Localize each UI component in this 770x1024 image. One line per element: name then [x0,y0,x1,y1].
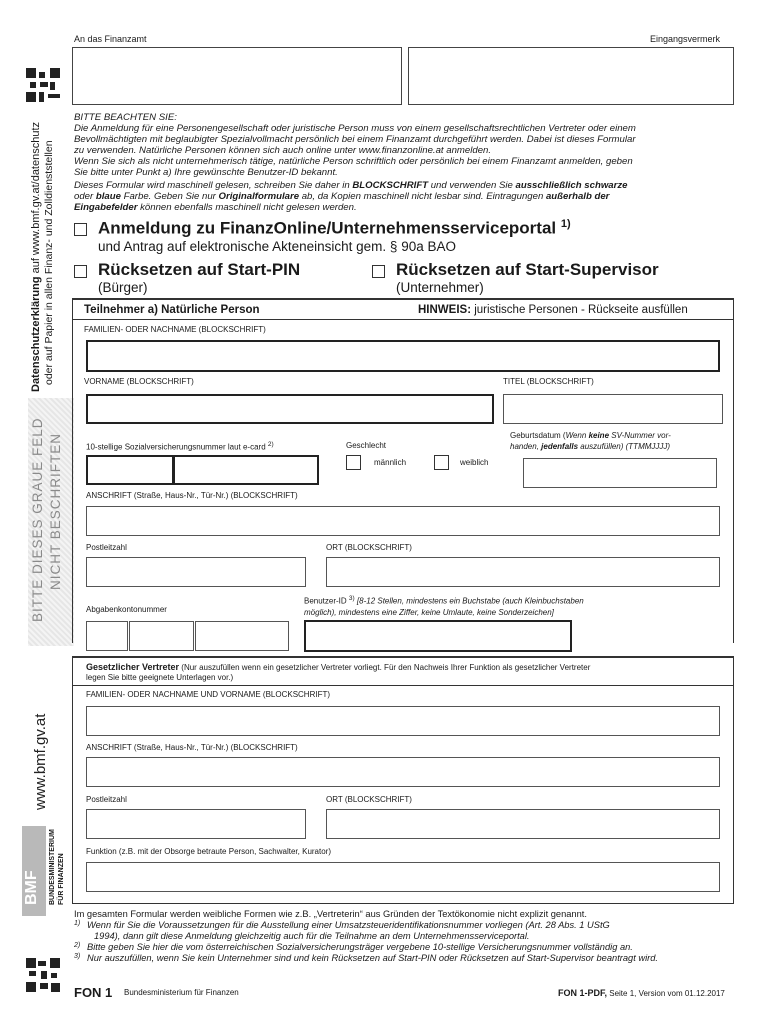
bmf-logo-text: BMF [23,870,40,905]
eingangsvermerk-field [408,47,734,105]
geburtsdatum-label: Geburtsdatum (Wenn keine SV-Nummer vor- handen, jedenfalls auszufüllen) (TTMMJJJJ) [510,431,671,451]
vorname-label: VORNAME (BLOCKSCHRIFT) [84,377,194,386]
notice-p1-line1: Die Anmeldung für eine Personengesellschaft oder juristische Person muss von einem gesellschaftsrechtlichen Vertreter oder einem [74,123,636,134]
notice-p1-line2: Bevollmächtigten mit beglaubigter Spezialvollmacht persönlich bei einem Finanzamt durchgeführt werden. Dabei ist dieses Formular [74,134,636,145]
notice-p2-line1: Dieses Formular wird maschinell gelesen, schreiben Sie daher in BLOCKSCHRIFT und verwenden Sie ausschließlich schwarze [74,180,628,191]
ministerium-line1: BUNDESMINISTERIUM [49,829,56,905]
notice-p1-line5: Sie bitte unter Punkt a) Ihre gewünschte Benutzer-ID bekannt. [74,167,338,178]
abgabenkonto-input-part2[interactable] [129,621,194,651]
an-das-finanzamt-label: An das Finanzamt [74,34,147,44]
vertreter-plz-input[interactable] [86,809,306,839]
finanzamt-address-field[interactable] [72,47,402,105]
titel-label: TITEL (BLOCKSCHRIFT) [503,377,594,386]
notice-block [74,112,734,213]
grey-field-line1: BITTE DIESES GRAUE FELD [30,417,45,622]
anschrift-input[interactable] [86,506,720,536]
benutzer-id-input[interactable] [304,620,572,652]
abgabenkonto-input-part3[interactable] [195,621,289,651]
footer-fon: FON 1 [74,985,113,1000]
datenschutz-note [30,122,42,392]
familienname-label: FAMILIEN- ODER NACHNAME (BLOCKSCHRIFT) [84,325,266,334]
ort-input[interactable] [326,557,720,587]
maennlich-checkbox[interactable] [346,455,361,470]
vertreter-name-label: FAMILIEN- ODER NACHNAME UND VORNAME (BLOCKSCHRIFT) [86,690,331,699]
vertreter-top-rule [72,656,734,658]
funktion-input[interactable] [86,862,720,892]
anmeldung-subtitle: und Antrag auf elektronische Akteneinsicht gem. § 90a BAO [98,239,456,254]
section-a-top-rule [72,298,734,300]
notice-title: BITTE BEACHTEN SIE: [74,112,177,123]
weiblich-checkbox[interactable] [434,455,449,470]
ort-label: ORT (BLOCKSCHRIFT) [326,543,412,552]
vorname-input[interactable] [86,394,494,424]
abgabenkonto-input-part1[interactable] [86,621,128,651]
footer-bmf: Bundesministerium für Finanzen [124,988,239,997]
section-a-right-border [733,298,734,643]
section-a-hinweis: HINWEIS: juristische Personen - Rückseite ausfüllen [418,304,688,316]
vertreter-anschrift-input[interactable] [86,757,720,787]
vertreter-bottom-rule [72,903,734,904]
section-a-title-rule [72,319,734,320]
maennlich-label: männlich [374,458,407,467]
anmeldung-checkbox[interactable] [74,223,87,236]
titel-input[interactable] [503,394,723,424]
footnote-1: 1) Wenn für Sie die Voraussetzungen für die Ausstellung einer Umsatzsteueridentifikationsnummer vorliegen (Art. 28 Abs. 1 UStG 1994), dann gilt diese Anmeldung gleichzeitig auch für die Teilnahme an dem Unternehmensserviceportal. [74,920,610,941]
funktion-label: Funktion (z.B. mit der Obsorge betraute Person, Sachwalter, Kurator) [86,847,331,856]
svnr-input-part1[interactable] [86,455,174,485]
vertreter-ort-label: ORT (BLOCKSCHRIFT) [326,795,412,804]
footnote-2: 2) Bitte geben Sie hier die vom österreichischen Sozialversicherungsträger vergebene 10-stellige Versicherungsnummer vollständig an. [74,942,633,952]
footnotes [74,909,738,964]
startpin-subtitle: (Bürger) [98,280,148,295]
plz-label: Postleitzahl [86,543,127,552]
supervisor-title: Rücksetzen auf Start-Supervisor [396,260,659,279]
anschrift-label: ANSCHRIFT (Straße, Haus-Nr., Tür-Nr.) (BLOCKSCHRIFT) [86,491,298,500]
vertreter-title: Gesetzlicher Vertreter (Nur auszufüllen wenn ein gesetzlicher Vertreter vorliegt. Für den Nachweis Ihrer Funktion als gesetzlicher Vertreter legen Sie bitte geeignete Unterlagen vor.) [86,662,591,682]
startpin-checkbox[interactable] [74,265,87,278]
supervisor-subtitle: (Unternehmer) [396,280,484,295]
notice-p2-line3: Eingabefelder können ebenfalls maschinell nicht gelesen werden. [74,202,357,213]
weiblich-label: weiblich [460,458,489,467]
notice-p2-line2: oder blaue Farbe. Geben Sie nur Originalformulare ab, da Kopien maschinell nicht lesbar sind. Eintragungen außerhalb der [74,191,610,202]
supervisor-checkbox[interactable] [372,265,385,278]
plz-input[interactable] [86,557,306,587]
footnote-general: Im gesamten Formular werden weibliche Formen wie z.B. „Vertreterin“ aus Gründen der Textökonomie nicht explizit genannt. [74,909,587,919]
vertreter-right-border [733,656,734,904]
datenschutz-bold: Datenschutzerklärung [30,276,42,392]
datenschutz-rest: auf www.bmf.gv.at/datenschutz [30,121,42,277]
footer-version: FON 1-PDF, Seite 1, Version vom 01.12.2017 [558,988,725,998]
bmf-url: www.bmf.gv.at [32,713,49,810]
abgabenkonto-label: Abgabenkontonummer [86,605,167,614]
notice-p1-line3: zu verwenden. Natürliche Personen können sich auch online unter www.finanzonline.at anmelden. [74,145,492,156]
vertreter-anschrift-label: ANSCHRIFT (Straße, Haus-Nr., Tür-Nr.) (BLOCKSCHRIFT) [86,743,298,752]
datenschutz-line2: oder auf Papier in allen Finanz- und Zolldienststellen [43,140,55,385]
grey-field-line2: NICHT BESCHRIFTEN [48,432,63,590]
qr-code-bottom [26,958,60,992]
startpin-title: Rücksetzen auf Start-PIN [98,260,301,279]
vertreter-plz-label: Postleitzahl [86,795,127,804]
anmeldung-title: Anmeldung zu FinanzOnline/Unternehmensserviceportal $^{1)}$ [98,218,571,238]
vertreter-name-input[interactable] [86,706,720,736]
qr-code-top [26,68,60,102]
notice-p1-line4: Wenn Sie sich als nicht unternehmerisch tätige, natürliche Person schriftlich oder persönlich bei einem Finanzamt anmelden, geben [74,156,633,167]
familienname-input[interactable] [86,340,720,372]
section-a-title: Teilnehmer a) Natürliche Person [84,304,260,316]
ministerium-line2: FÜR FINANZEN [58,853,65,905]
benutzer-id-label: Benutzer-ID $^{3)}$ [8-12 Stellen, mindestens ein Buchstabe (auch Kleinbuchstaben möglich), mindestens eine Ziffer, keine Umlaute, keine Sonderzeichen] [304,595,584,617]
vertreter-title-rule [72,685,734,686]
vertreter-ort-input[interactable] [326,809,720,839]
svnr-label: 10-stellige Sozialversicherungsnummer laut e-card $^{2)}$ [86,441,274,452]
geburtsdatum-input[interactable] [523,458,717,488]
footnote-3: 3) Nur auszufüllen, wenn Sie kein Unternehmer sind und kein Rücksetzen auf Start-PIN oder Rücksetzen auf Start-Supervisor beantragt wird. [74,953,659,963]
eingangsvermerk-label: Eingangsvermerk [650,34,721,44]
section-a-left-border [72,298,73,643]
svnr-input-part2[interactable] [173,455,319,485]
vertreter-left-border [72,656,73,904]
geschlecht-label: Geschlecht [346,441,387,450]
